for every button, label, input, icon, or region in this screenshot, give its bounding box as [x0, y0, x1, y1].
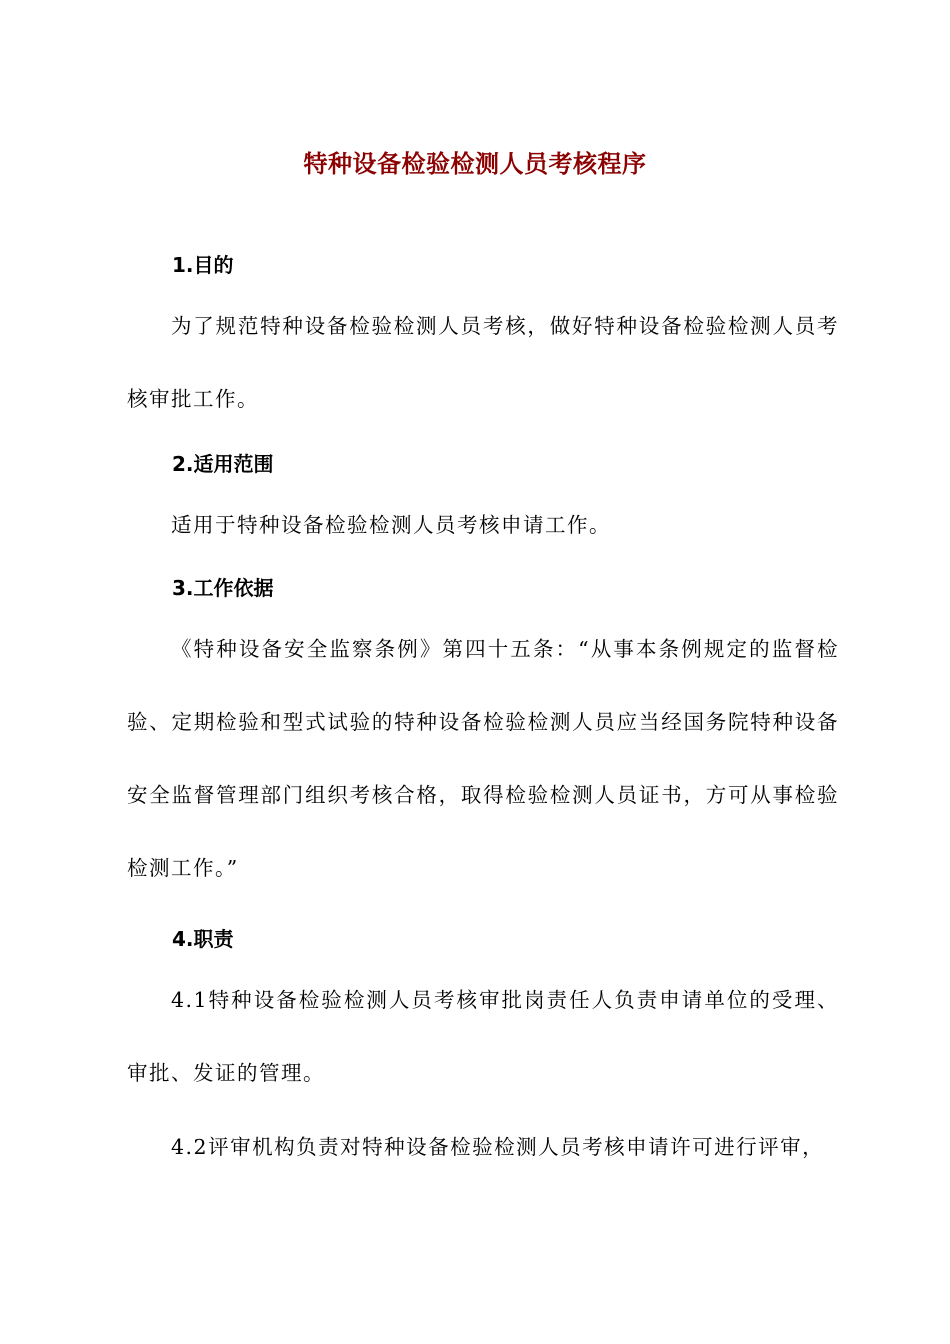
section-text-basis: 《特种设备安全监察条例》第四十五条：“从事本条例规定的监督检验、定期检验和型式试验的特种设备检验检测人员应当经国务院特种设备安全监督管理部门组织考核合格，取得检验检测人员证书，方可从事检验检测工作。”	[127, 637, 839, 880]
section-heading-purpose: 1.目的	[172, 253, 234, 277]
section-text-purpose: 为了规范特种设备检验检测人员考核，做好特种设备检验检测人员考核审批工作。	[127, 314, 839, 411]
section-text-scope: 适用于特种设备检验检测人员考核申请工作。	[171, 513, 611, 537]
section-heading-scope: 2.适用范围	[172, 452, 274, 476]
duty-item-4-2: 4.2评审机构负责对特种设备检验检测人员考核申请许可进行评审，	[171, 1135, 825, 1159]
section-heading-duties: 4.职责	[172, 927, 234, 951]
duty-item-4-1: 4.1特种设备检验检测人员考核审批岗责任人负责申请单位的受理、审批、发证的管理。	[127, 988, 839, 1085]
page-title: 特种设备检验检测人员考核程序	[303, 150, 647, 178]
section-heading-basis: 3.工作依据	[172, 576, 274, 600]
